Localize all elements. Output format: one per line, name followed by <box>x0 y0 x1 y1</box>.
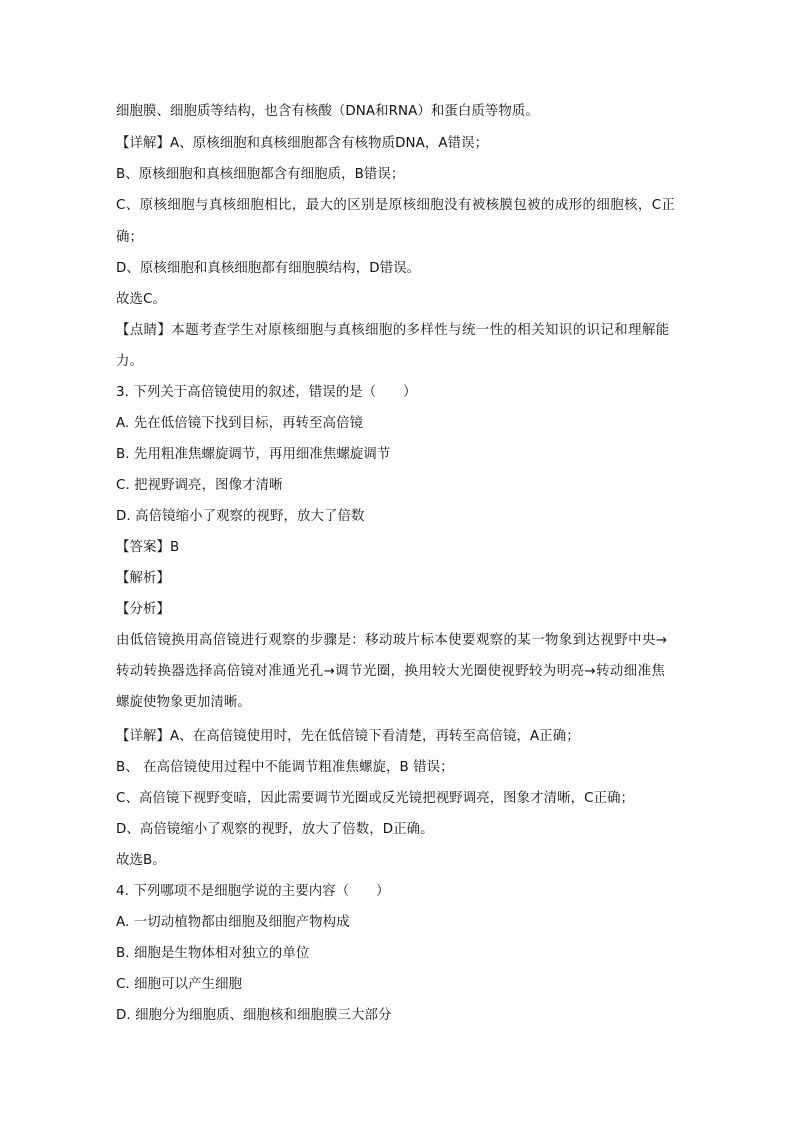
text-line: D、原核细胞和真核细胞都有细胞膜结构，D错误。 <box>116 261 421 276</box>
text-line: D、高倍镜缩小了观察的视野，放大了倍数，D正确。 <box>116 822 434 837</box>
option-b: B. 先用粗准焦螺旋调节，再用细准焦螺旋调节 <box>116 447 391 462</box>
question-3-stem: 3. 下列关于高倍镜使用的叙述，错误的是（ ） <box>116 385 417 400</box>
text-line: 细胞膜、细胞质等结构，也含有核酸（DNA和RNA）和蛋白质等物质。 <box>116 104 539 119</box>
text-line: 螺旋使物象更加清晰。 <box>116 695 251 710</box>
text-line: 故选B。 <box>116 853 166 868</box>
option-d: D. 高倍镜缩小了观察的视野，放大了倍数 <box>116 509 365 524</box>
option-c: C. 把视野调亮，图像才清晰 <box>116 478 283 493</box>
text-line: 【详解】A、原核细胞和真核细胞都含有核物质DNA，A错误； <box>116 136 489 151</box>
text-line: 转动转换器选择高倍镜对准通光孔→调节光圈，换用较大光圈使视野较为明亮→转动细准焦 <box>116 664 666 679</box>
analysis-subheading: 【分析】 <box>116 602 170 617</box>
text-line: 力。 <box>116 354 143 369</box>
option-c: C. 细胞可以产生细胞 <box>116 977 243 992</box>
text-line: 由低倍镜换用高倍镜进行观察的步骤是：移动玻片标本使要观察的某一物象到达视野中央→ <box>116 633 668 648</box>
text-line: 确； <box>116 230 143 245</box>
text-line: 【详解】A、在高倍镜使用时，先在低倍镜下看清楚，再转至高倍镜，A正确； <box>116 729 580 744</box>
option-b: B. 细胞是生物体相对独立的单位 <box>116 946 310 961</box>
option-a: A. 一切动植物都由细胞及细胞产物构成 <box>116 915 350 930</box>
analysis-heading: 【解析】 <box>116 571 170 586</box>
text-line: C、高倍镜下视野变暗，因此需要调节光圈或反光镜把视野调亮，图象才清晰，C正确； <box>116 791 635 806</box>
option-a: A. 先在低倍镜下找到目标，再转至高倍镜 <box>116 416 364 431</box>
option-d: D. 细胞分为细胞质、细胞核和细胞膜三大部分 <box>116 1008 392 1023</box>
text-line: C、原核细胞与真核细胞相比，最大的区别是原核细胞没有被核膜包被的成形的细胞核，C正 <box>116 198 676 213</box>
text-line: B、 在高倍镜使用过程中不能调节粗准焦螺旋，B 错误； <box>116 760 454 775</box>
question-4-stem: 4. 下列哪项不是细胞学说的主要内容（ ） <box>116 884 390 899</box>
text-line: 故选C。 <box>116 292 166 307</box>
answer-line: 【答案】B <box>116 540 180 555</box>
text-line: 【点睛】本题考查学生对原核细胞与真核细胞的多样性与统一性的相关知识的识记和理解能 <box>116 323 670 338</box>
text-line: B、原核细胞和真核细胞都含有细胞质，B错误； <box>116 167 405 182</box>
